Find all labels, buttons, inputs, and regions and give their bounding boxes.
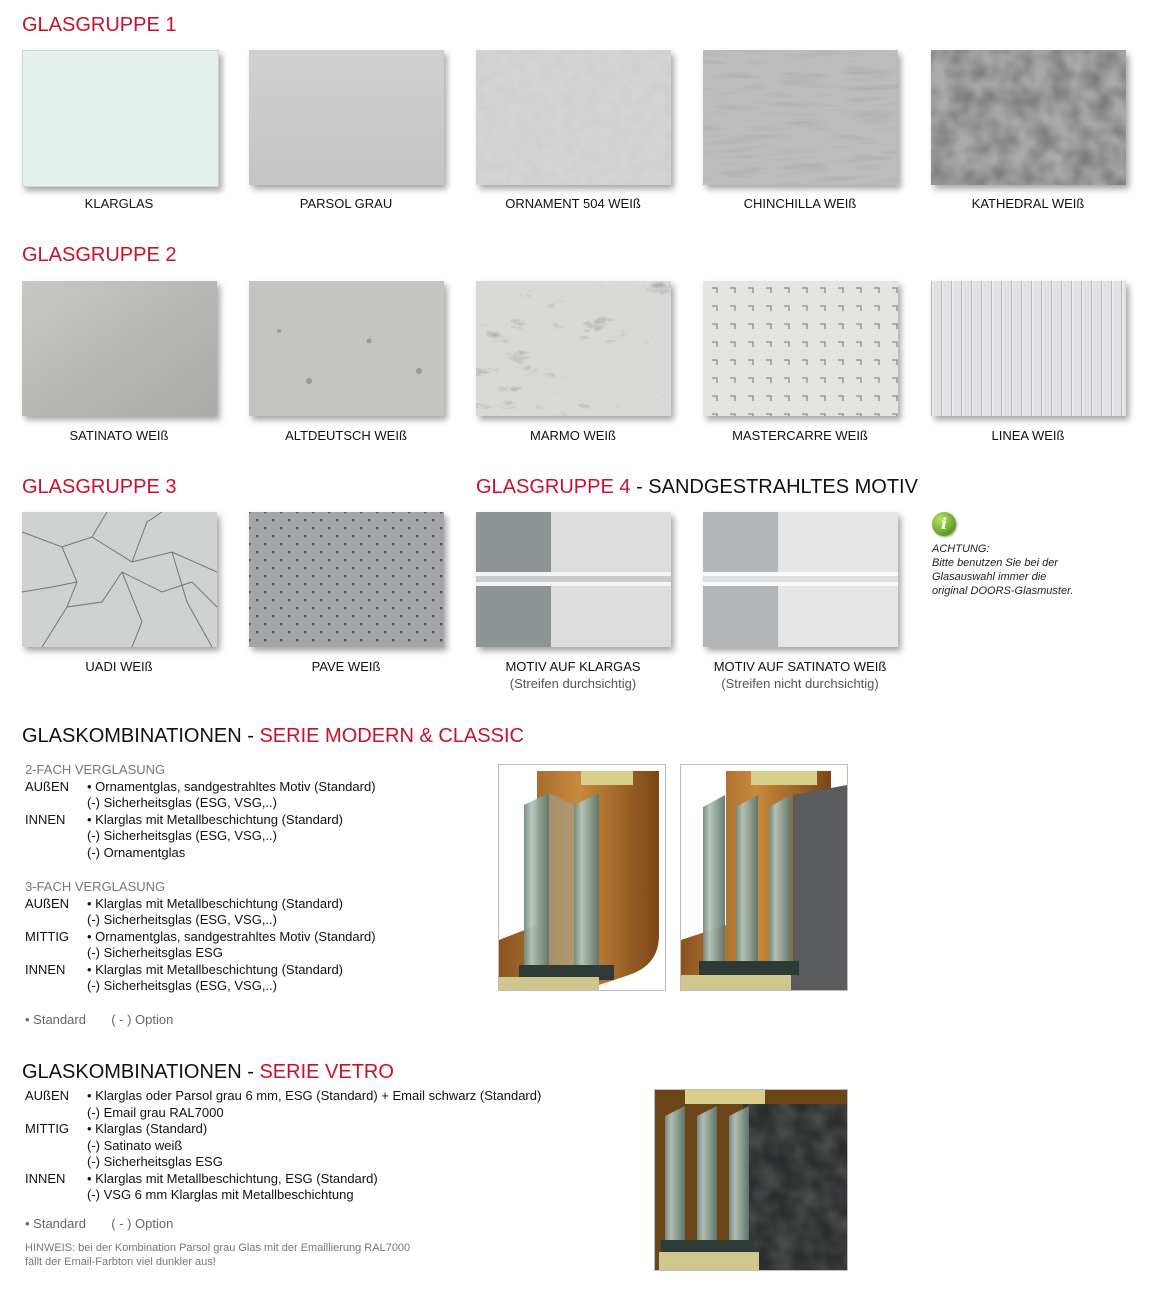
swatch-ornament-504[interactable] [476, 50, 671, 185]
combo-row [25, 779, 485, 812]
combo-label: INNEN [25, 811, 66, 827]
swatch-caption: PARSOL GRAU [299, 196, 393, 211]
achtung-note [932, 542, 1132, 598]
combo-line: • Klarglas mit Metallbeschichtung (Standard) [87, 811, 344, 827]
heading-series: SERIE MODERN & CLASSIC [259, 725, 524, 747]
combo-line: (-) VSG 6 mm Klarglas mit Metallbeschichtung [87, 1187, 354, 1202]
swatch-caption: LINEA WEIß [991, 428, 1065, 443]
note-line: Bitte benutzen Sie bei der [932, 557, 1058, 569]
modern-classic-heading [22, 725, 524, 748]
combo-row [25, 929, 485, 962]
combo-label: INNEN [25, 1170, 66, 1186]
combo-line: • Ornamentglas, sandgestrahltes Motiv (Standard) [87, 928, 376, 944]
modern-legend [25, 1012, 173, 1027]
combo-line: (-) Sicherheitsglas (ESG, VSG,..) [87, 828, 277, 843]
two-fach-heading: 2-FACH VERGLASUNG [25, 762, 166, 777]
heading-prefix: GLASKOMBINATIONEN - [22, 725, 260, 747]
glasgruppe-3-heading: GLASGRUPPE 3 [22, 476, 177, 498]
modern-combo-list [25, 762, 485, 995]
heading-series: SERIE VETRO [259, 1061, 394, 1083]
swatch-caption: ORNAMENT 504 WEIß [505, 196, 641, 211]
swatch-altdeutsch[interactable] [249, 281, 444, 416]
combo-line: (-) Sicherheitsglas (ESG, VSG,..) [87, 978, 277, 993]
swatch-caption-sub: (Streifen nicht durchsichtig) [721, 676, 879, 691]
combo-label: MITTIG [25, 1121, 70, 1136]
info-icon: i [932, 512, 956, 536]
legend-standard: • Standard [25, 1216, 86, 1231]
three-fach-heading: 3-FACH VERGLASUNG [25, 879, 166, 894]
glasgruppe-2-heading: GLASGRUPPE 2 [22, 244, 177, 266]
swatch-caption-sub: (Streifen durchsichtig) [509, 676, 637, 691]
combo-line: (-) Sicherheitsglas ESG [87, 1154, 223, 1169]
combo-row [25, 1088, 625, 1121]
glasgruppe-1-heading: GLASGRUPPE 1 [22, 14, 177, 36]
vetro-heading [22, 1061, 394, 1084]
swatch-caption: SATINATO WEIß [69, 428, 169, 443]
swatch-linea[interactable] [931, 281, 1126, 416]
swatch-chinchilla[interactable] [703, 50, 898, 185]
glasgruppe-4-title: GLASGRUPPE 4 [476, 476, 631, 498]
swatch-caption: ALTDEUTSCH WEIß [285, 428, 407, 443]
combo-label: AUßEN [25, 778, 70, 794]
combo-line: (-) Ornamentglas [87, 844, 186, 860]
combo-line: • Klarglas (Standard) [87, 1121, 208, 1136]
swatch-caption: PAVE WEIß [311, 659, 381, 674]
swatch-parsol-grau[interactable] [249, 50, 444, 185]
swatch-caption: KLARGLAS [84, 196, 154, 211]
combo-line: • Klarglas mit Metallbeschichtung (Standard) [87, 895, 344, 911]
glasgruppe-4-subtitle: - SANDGESTRAHLTES MOTIV [630, 476, 918, 498]
swatch-caption: CHINCHILLA WEIß [743, 196, 857, 211]
vetro-legend [25, 1216, 173, 1231]
combo-line: • Klarglas mit Metallbeschichtung, ESG (Standard) [87, 1170, 378, 1186]
hint-line: fällt der Email-Farbton viel dunkler aus! [25, 1256, 216, 1268]
combo-line: • Klarglas mit Metallbeschichtung (Standard) [87, 961, 344, 977]
note-line: Glasauswahl immer die [932, 571, 1047, 583]
swatch-caption-main: MOTIV AUF KLARGAS [505, 659, 641, 674]
swatch-satinato[interactable] [22, 281, 217, 416]
combo-label: INNEN [25, 961, 66, 977]
swatch-caption [458, 659, 688, 691]
swatch-caption: KATHEDRAL WEIß [971, 196, 1085, 211]
swatch-uadi[interactable] [22, 512, 217, 647]
vetro-combo-list [25, 1088, 625, 1204]
swatch-mastercarre[interactable] [703, 281, 898, 416]
diagram-2fach-verglasung [498, 764, 666, 991]
swatch-motiv-klarglas[interactable] [476, 512, 671, 647]
swatch-caption: UADI WEIß [85, 659, 153, 674]
diagram-vetro-verglasung [654, 1089, 848, 1271]
swatch-klarglas[interactable] [22, 50, 219, 187]
legend-standard: • Standard [25, 1012, 86, 1027]
hint-line: HINWEIS: bei der Kombination Parsol grau Glas mit der Emaillierung RAL7000 [25, 1242, 411, 1254]
note-line: ACHTUNG: [932, 543, 990, 555]
combo-line: • Klarglas oder Parsol grau 6 mm, ESG (Standard) + Email schwarz (Standard) [87, 1088, 542, 1103]
swatch-caption-main: MOTIV AUF SATINATO WEIß [713, 659, 887, 674]
combo-row [25, 896, 485, 929]
vetro-hint [25, 1241, 545, 1269]
combo-line: (-) Email grau RAL7000 [87, 1104, 224, 1120]
combo-label: AUßEN [25, 1088, 70, 1103]
combo-label: AUßEN [25, 895, 70, 911]
glasgruppe-4-heading [476, 476, 918, 499]
note-line: original DOORS-Glasmuster. [932, 585, 1074, 597]
combo-line: (-) Sicherheitsglas (ESG, VSG,..) [87, 795, 277, 810]
combo-line: (-) Sicherheitsglas (ESG, VSG,..) [87, 912, 277, 927]
combo-row [25, 1121, 625, 1171]
swatch-kathedral[interactable] [931, 50, 1126, 185]
combo-row [25, 962, 485, 995]
combo-line: • Ornamentglas, sandgestrahltes Motiv (Standard) [87, 778, 376, 794]
combo-row [25, 812, 485, 862]
swatch-caption: MARMO WEIß [530, 428, 616, 443]
swatch-caption: MASTERCARRE WEIß [732, 428, 868, 443]
swatch-pave[interactable] [249, 512, 444, 647]
legend-option: ( - ) Option [111, 1012, 174, 1027]
swatch-motiv-satinato[interactable] [703, 512, 898, 647]
diagram-3fach-verglasung [680, 764, 848, 991]
combo-label: MITTIG [25, 928, 70, 944]
legend-option: ( - ) Option [111, 1216, 174, 1231]
combo-row [25, 1171, 625, 1204]
combo-line: (-) Sicherheitsglas ESG [87, 945, 223, 960]
swatch-caption [685, 659, 915, 691]
heading-prefix: GLASKOMBINATIONEN - [22, 1061, 260, 1083]
combo-line: (-) Satinato weiß [87, 1137, 183, 1153]
swatch-marmo[interactable] [476, 281, 671, 416]
